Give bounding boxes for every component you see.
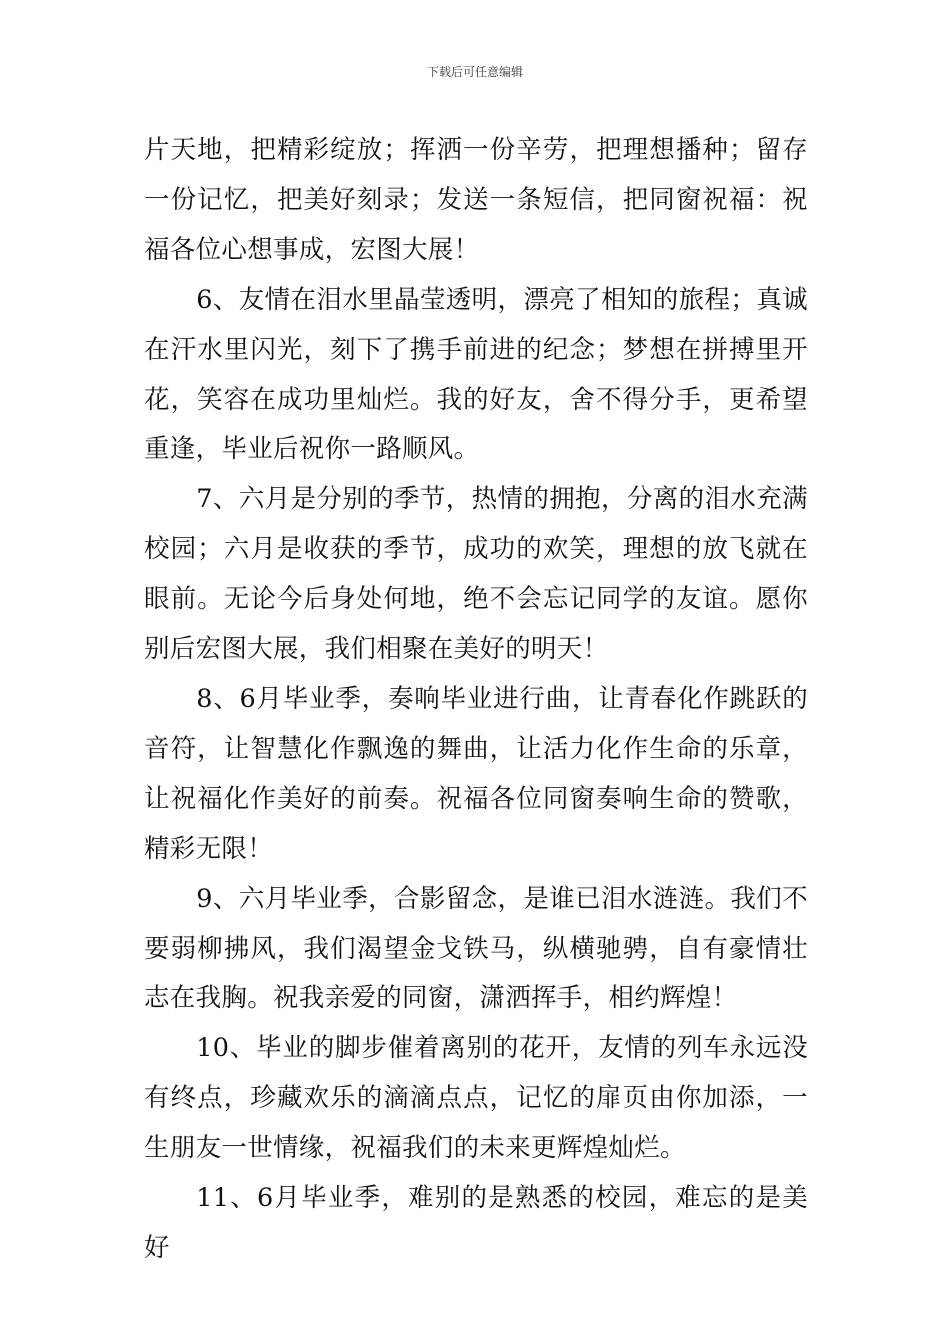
- paragraph-continuation: 片天地，把精彩绽放；挥洒一份辛劳，把理想播种；留存一份记忆，把美好刻录；发送一条短信，把同窗祝福：祝福各位心想事成，宏图大展！: [144, 135, 808, 265]
- page-header: 下载后可任意编辑: [426, 65, 523, 79]
- paragraph-item-8: 8、6月毕业季，奏响毕业进行曲，让青春化作跳跃的音符，让智慧化作飘逸的舞曲，让活力化作生命的乐章，让祝福化作美好的前奏。祝福各位同窗奏响生命的赞歌，精彩无限！: [144, 683, 808, 864]
- paragraph-item-7: 7、六月是分别的季节，热情的拥抱，分离的泪水充满校园；六月是收获的季节，成功的欢笑，理想的放飞就在眼前。无论今后身处何地，绝不会忘记同学的友谊。愿你别后宏图大展，我们相聚在美好的明天！: [144, 484, 808, 665]
- paragraph-item-9: 9、六月毕业季，合影留念，是谁已泪水涟涟。我们不要弱柳拂风，我们渴望金戈铁马，纵横驰骋，自有豪情壮志在我胸。祝我亲爱的同窗，潇洒挥手，相约辉煌！: [144, 883, 808, 1014]
- paragraph-item-6: 6、友情在泪水里晶莹透明，漂亮了相知的旅程；真诚在汗水里闪光，刻下了携手前进的纪念；梦想在拼搏里开花，笑容在成功里灿烂。我的好友，舍不得分手，更希望重逢，毕业后祝你一路顺风。: [144, 284, 808, 465]
- document-body: [144, 126, 808, 1274]
- paragraph-item-11: 11、6月毕业季，难别的是熟悉的校园，难忘的是美好: [144, 1183, 808, 1263]
- paragraph-item-10: 10、毕业的脚步催着离别的花开，友情的列车永远没有终点，珍藏欢乐的滴滴点点，记忆的扉页由你加添，一生朋友一世情缘，祝福我们的未来更辉煌灿烂。: [144, 1033, 808, 1164]
